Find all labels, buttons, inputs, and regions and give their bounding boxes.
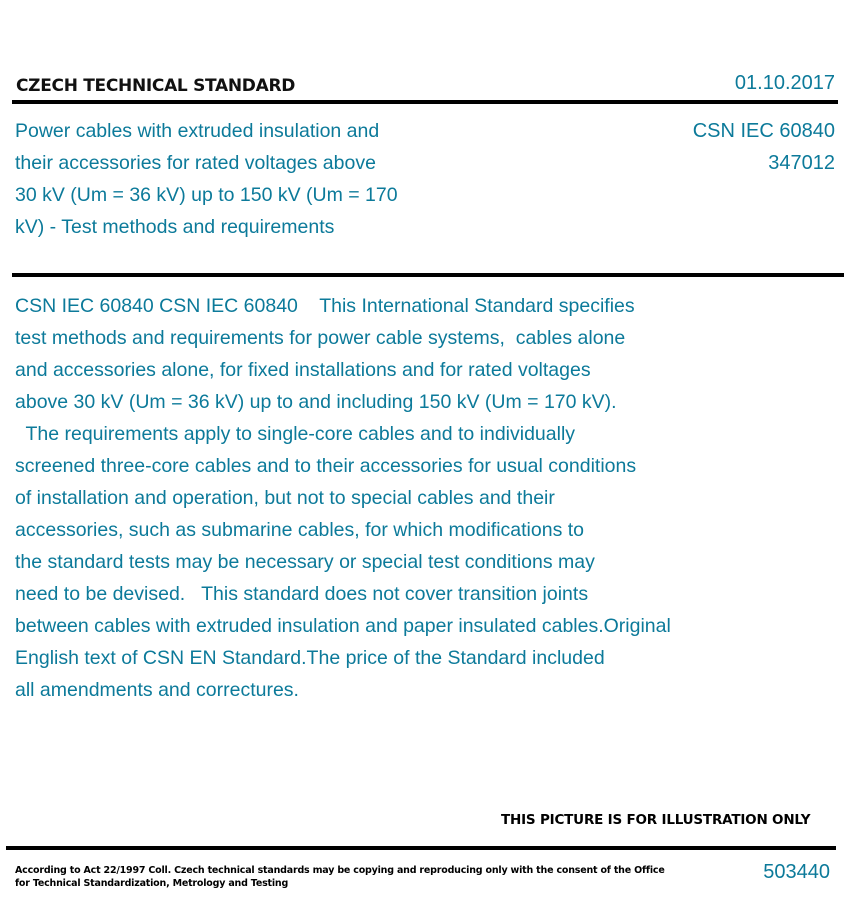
footer-number: 503440 [763,861,830,883]
abstract-line: English text of CSN EN Standard.The price of the Standard included [15,647,605,669]
document-title: CZECH TECHNICAL STANDARD [16,76,296,96]
subject-divider [12,273,844,277]
abstract-line: screened three-core cables and to their accessories for usual conditions [15,455,637,477]
legal-line: for Technical Standardization, Metrology and Testing [15,878,289,889]
abstract-line: all amendments and correctures. [15,679,299,701]
document-date: 01.10.2017 [734,72,835,94]
subject-line: kV) - Test methods and requirements [15,216,335,238]
subject-line: Power cables with extruded insulation and [15,120,380,142]
abstract-line: above 30 kV (Um = 36 kV) up to and including 150 kV (Um = 170 kV). [15,391,617,413]
abstract-line: the standard tests may be necessary or special test conditions may [15,551,595,573]
abstract-line: CSN IEC 60840 CSN IEC 60840 This International Standard specifies [15,295,635,317]
abstract-line: and accessories alone, for fixed installations and for rated voltages [15,359,591,381]
abstract-line: of installation and operation, but not to special cables and their [15,487,555,509]
standard-code: CSN IEC 60840 [692,120,835,142]
legal-notice [15,864,665,890]
abstract-line: test methods and requirements for power cable systems, cables alone [15,327,626,349]
standard-identifiers [693,115,835,179]
abstract-line: between cables with extruded insulation and paper insulated cables.Original [15,615,671,637]
header-divider [12,100,838,104]
standard-subject [15,115,455,243]
abstract-line: accessories, such as submarine cables, for which modifications to [15,519,585,541]
subject-line: their accessories for rated voltages above [15,152,376,174]
subject-line: 30 kV (Um = 36 kV) up to 150 kV (Um = 170 [15,184,398,206]
footer-divider [6,846,836,850]
abstract-line: The requirements apply to single-core cables and to individually [15,423,576,445]
abstract-line: need to be devised. This standard does not cover transition joints [15,583,589,605]
catalog-number: 347012 [768,152,835,174]
illustration-note: THIS PICTURE IS FOR ILLUSTRATION ONLY [501,812,811,828]
legal-line: According to Act 22/1997 Coll. Czech technical standards may be copying and reproducing only with the consent of the Office [15,865,665,876]
abstract-text [15,290,750,706]
